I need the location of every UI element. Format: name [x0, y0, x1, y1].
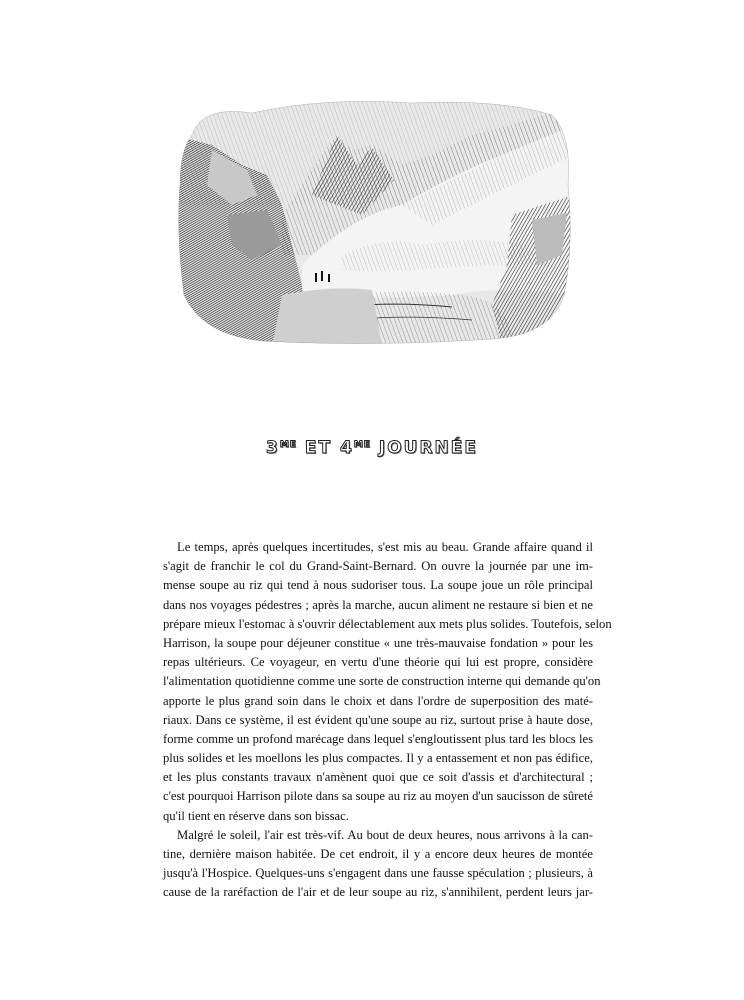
paragraph-2 [163, 826, 593, 903]
paragraph-1 [163, 538, 612, 826]
text-line: prépare mieux l'estomac à s'ouvrir délectablement aux mets plus solides. Toutefois, selon [163, 616, 612, 631]
title-number-2: 4 [340, 438, 354, 458]
text-line: repas ultérieurs. Ce voyageur, en vertu d'une théorie qui lui est propre, considère [163, 655, 593, 670]
text-line: qu'il tient en réserve dans son bissac. [163, 808, 349, 823]
text-line: mense soupe au riz qui tend à nous sudoriser tous. La soupe joue un rôle principal [163, 578, 593, 593]
text-line: tine, dernière maison habitée. De cet endroit, il y a encore deux heures de montée [163, 847, 593, 861]
body-text [163, 538, 612, 903]
text-line: l'alimentation quotidienne comme une sorte de construction interne qui demande qu'on [163, 674, 601, 689]
title-number-1: 3 [265, 438, 280, 458]
mountain-landscape-illustration [172, 95, 574, 347]
text-line: Harrison, la soupe pour déjeuner constitue « une très-mauvaise fondation » pour les [163, 635, 593, 650]
text-line: Malgré le soleil, l'air est très-vif. Au bout de deux heures, nous arrivons à la can- [177, 827, 593, 842]
text-line: cause de la raréfaction de l'air et de leur soupe au riz, s'annihilent, perdent leurs jar- [163, 885, 593, 900]
mountain-landscape-icon [172, 95, 574, 347]
text-line: et les plus constants travaux n'amènent quoi que ce soit d'assis et d'architectural ; [163, 770, 593, 785]
text-line: c'est pourquoi Harrison pilote dans sa soupe au riz au moyen d'un saucisson de sûreté [163, 789, 593, 804]
text-line: plus solides et les moellons les plus compactes. Il y a entassement et non pas édifice, [163, 751, 593, 766]
text-line: s'agit de franchir le col du Grand-Saint-Bernard. On ouvre la journée par une im- [163, 559, 593, 574]
title-suffix-1: ME [279, 440, 297, 450]
title-word: JOURNÉE [378, 438, 478, 458]
text-line: apporte le plus grand soin dans le choix et dans l'ordre de superposition des maté- [163, 693, 593, 708]
title-suffix-2: ME [353, 440, 371, 450]
text-line: dans nos voyages pédestres ; après la marche, aucun aliment ne restaure si bien et ne [163, 597, 593, 612]
text-line: forme comme un profond marécage dans lequel s'engloutissent plus tard les blocs les [163, 731, 593, 746]
text-line: Le temps, après quelques incertitudes, s'est mis au beau. Grande affaire quand il [177, 540, 593, 554]
text-line: riaux. Dans ce système, il est évident qu'une soupe au riz, surtout prise à haute dose, [163, 712, 593, 727]
title-conjunction: ET [304, 438, 333, 458]
text-line: jusqu'à l'Hospice. Quelques-uns s'engagent dans une fausse spéculation ; plusieurs, à [163, 866, 593, 881]
chapter-title [0, 438, 744, 458]
